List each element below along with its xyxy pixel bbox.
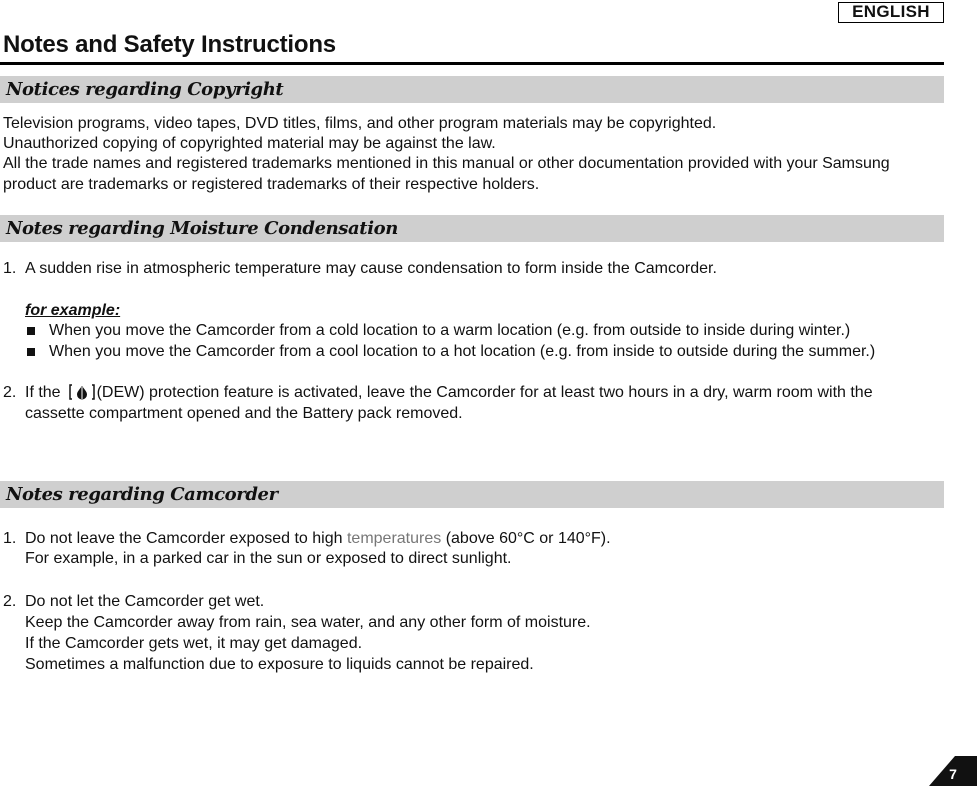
camcorder-item-1 [25, 529, 611, 549]
camcorder-item-1-continued: For example, in a parked car in the sun or exposed to direct sunlight. [25, 550, 512, 567]
moisture-item-2 [25, 383, 873, 403]
moisture-item-2-continued: cassette compartment opened and the Battery pack removed. [25, 405, 463, 422]
moisture-item-1: A sudden rise in atmospheric temperature may cause condensation to form inside the Camcorder. [25, 260, 717, 277]
item-1-highlight: temperatures [346, 530, 442, 547]
moisture-bullet-item: When you move the Camcorder from a cold location to a warm location (e.g. from outside to inside during winter.) [49, 322, 851, 339]
section-header-moisture [0, 215, 944, 242]
section-heading: Notices regarding Copyright [6, 79, 284, 100]
square-bullet-icon [27, 327, 35, 335]
title-divider [0, 62, 944, 65]
section-header-camcorder [0, 481, 944, 508]
item-2-text: (DEW) protection feature is activated, leave the Camcorder for at least two hours in a dry, warm room with the [96, 384, 873, 401]
page-number-tab [929, 752, 977, 786]
list-number: 2. [3, 593, 17, 610]
item-2-prefix: If the [25, 384, 61, 401]
list-number: 2. [3, 384, 17, 401]
section-header-copyright [0, 76, 944, 103]
copyright-line: product are trademarks or registered trademarks of their respective holders. [3, 176, 540, 193]
example-label: for example: [25, 302, 121, 319]
moisture-bullet-item: When you move the Camcorder from a cool location to a hot location (e.g. from inside to outside during the summer.) [49, 343, 876, 360]
item-1-suffix: (above 60°C or 140°F). [445, 530, 611, 547]
camcorder-item-2-line: Sometimes a malfunction due to exposure to liquids cannot be repaired. [25, 656, 534, 673]
dew-icon [69, 384, 95, 400]
copyright-line: Television programs, video tapes, DVD titles, films, and other program materials may be copyrighted. [3, 115, 717, 132]
camcorder-item-2-line: Do not let the Camcorder get wet. [25, 593, 265, 610]
section-heading: Notes regarding Moisture Condensation [6, 218, 398, 239]
item-1-prefix: Do not leave the Camcorder exposed to high [25, 530, 343, 547]
page-number: 7 [949, 766, 957, 782]
camcorder-item-2-line: If the Camcorder gets wet, it may get damaged. [25, 635, 363, 652]
copyright-line: All the trade names and registered trademarks mentioned in this manual or other documentation provided with your Samsung [3, 155, 890, 172]
camcorder-item-2-line: Keep the Camcorder away from rain, sea water, and any other form of moisture. [25, 614, 591, 631]
language-badge: ENGLISH [838, 2, 944, 23]
list-number: 1. [3, 260, 17, 277]
square-bullet-icon [27, 348, 35, 356]
list-number: 1. [3, 530, 17, 547]
section-heading: Notes regarding Camcorder [6, 484, 278, 505]
page-title: Notes and Safety Instructions [3, 31, 336, 58]
copyright-line: Unauthorized copying of copyrighted material may be against the law. [3, 135, 496, 152]
